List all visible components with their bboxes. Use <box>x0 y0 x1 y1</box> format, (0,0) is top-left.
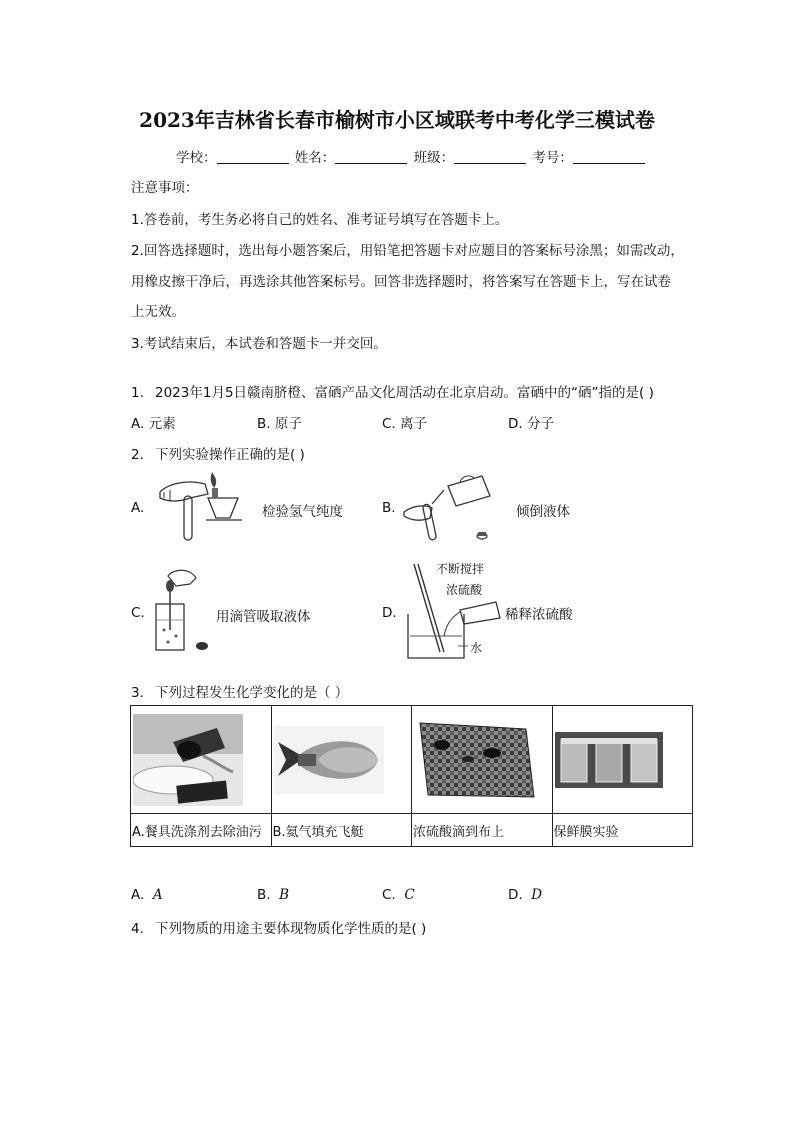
school-blank[interactable] <box>217 151 289 164</box>
hydrogen-purity-test-illustration <box>150 468 250 544</box>
note-1: 1.答卷前，考生务必将自己的姓名、准考证号填写在答题卡上。 <box>131 212 509 228</box>
q2-option-a-letter[interactable]: A. <box>131 500 145 516</box>
question-2-text: 下列实验操作正确的是( ) <box>155 447 305 463</box>
question-2-number: 2. <box>131 447 144 463</box>
question-1-text: 2023年1月5日赣南脐橙、富硒产品文化周活动在北京启动。富硒中的“硒”指的是( ) <box>155 385 654 401</box>
q3-image-table <box>130 705 693 847</box>
class-label: 班级： <box>413 150 455 166</box>
q3-cell-image-a <box>131 706 272 814</box>
question-3-text: 下列过程发生化学变化的是（ ） <box>155 685 349 701</box>
class-blank[interactable] <box>454 151 526 164</box>
question-1-number: 1. <box>131 385 144 401</box>
q3-cell-label-c: 浓硫酸滴到布上 <box>412 814 553 847</box>
note-2-line2: 用橡皮擦干净后，再选涂其他答案标号。回答非选择题时，将答案写在答题卡上，写在试卷 <box>131 274 671 290</box>
q2-option-b-caption: 倾倒液体 <box>516 504 570 520</box>
q3-option-b-letter: B. <box>257 887 271 903</box>
helium-airship-photo <box>274 726 384 794</box>
q3-cell-image-b <box>271 706 412 814</box>
note-2-line1: 2.回答选择题时，选出每小题答案后，用铅笔把答题卡对应题目的答案标号涂黑；如需改动， <box>131 243 684 259</box>
notes-header: 注意事项： <box>131 180 199 196</box>
note-3: 3.考试结束后，本试卷和答题卡一并交回。 <box>131 336 387 352</box>
q3-option-c-value: C <box>404 887 415 903</box>
question-1 <box>131 381 654 401</box>
q1-option-b[interactable]: B. 原子 <box>257 416 302 432</box>
q2-d-label-water: 水 <box>470 641 483 655</box>
q3-cell-image-d <box>552 706 693 814</box>
note-2-line3: 上无效。 <box>131 304 185 320</box>
question-4-text: 下列物质的用途主要体现物质化学性质的是( ) <box>155 921 427 937</box>
q1-option-d[interactable]: D. 分子 <box>508 416 554 432</box>
q2-option-a-caption: 检验氢气纯度 <box>262 504 343 520</box>
exam-no-label: 考号： <box>532 150 573 166</box>
dropper-illustration <box>150 566 214 656</box>
q3-cell-label-b: B.氦气填充飞艇 <box>271 814 412 847</box>
school-label: 学校： <box>176 150 217 166</box>
question-4 <box>131 917 426 937</box>
q3-option-b[interactable] <box>257 887 289 903</box>
question-3 <box>131 681 348 701</box>
q3-option-c-letter: C. <box>382 887 396 903</box>
student-info-line <box>176 146 647 166</box>
question-3-number: 3. <box>131 685 144 701</box>
q3-cell-image-c <box>412 706 553 814</box>
cling-film-photo <box>555 732 663 788</box>
q3-option-d-value: D <box>531 887 543 903</box>
q2-option-b-letter[interactable]: B. <box>382 500 396 516</box>
q3-option-b-value: B <box>279 887 290 903</box>
page-title: 2023年吉林省长春市榆树市小区域联考中考化学三模试卷 <box>139 108 655 132</box>
q3-option-d[interactable] <box>508 887 542 903</box>
q3-option-a-value: A <box>152 887 163 903</box>
exam-no-blank[interactable] <box>573 151 645 164</box>
q2-d-label-stir: 不断搅拌 <box>436 562 485 576</box>
q2-option-d-caption: 稀释浓硫酸 <box>505 607 573 623</box>
q1-option-a[interactable]: A. 元素 <box>131 416 176 432</box>
name-label: 姓名： <box>294 150 336 166</box>
question-2 <box>131 443 305 463</box>
q3-option-d-letter: D. <box>508 887 523 903</box>
q3-option-c[interactable] <box>382 887 415 903</box>
q2-d-label-acid: 浓硫酸 <box>446 583 483 597</box>
q3-cell-label-a: A.餐具洗涤剂去除油污 <box>131 814 272 847</box>
pouring-liquid-illustration <box>400 470 500 546</box>
q3-option-a-letter: A. <box>131 887 145 903</box>
q2-option-d-letter[interactable]: D. <box>382 605 397 621</box>
q1-option-c[interactable]: C. 离子 <box>382 416 428 432</box>
q3-cell-label-d: 保鲜膜实验 <box>552 814 693 847</box>
name-blank[interactable] <box>335 151 407 164</box>
dish-cleaning-photo <box>133 714 243 806</box>
q2-option-c-letter[interactable]: C. <box>131 605 145 621</box>
question-4-number: 4. <box>131 921 144 937</box>
acid-on-cloth-photo <box>414 719 538 801</box>
q3-option-a[interactable] <box>131 887 163 903</box>
q2-option-c-caption: 用滴管吸取液体 <box>216 609 311 625</box>
